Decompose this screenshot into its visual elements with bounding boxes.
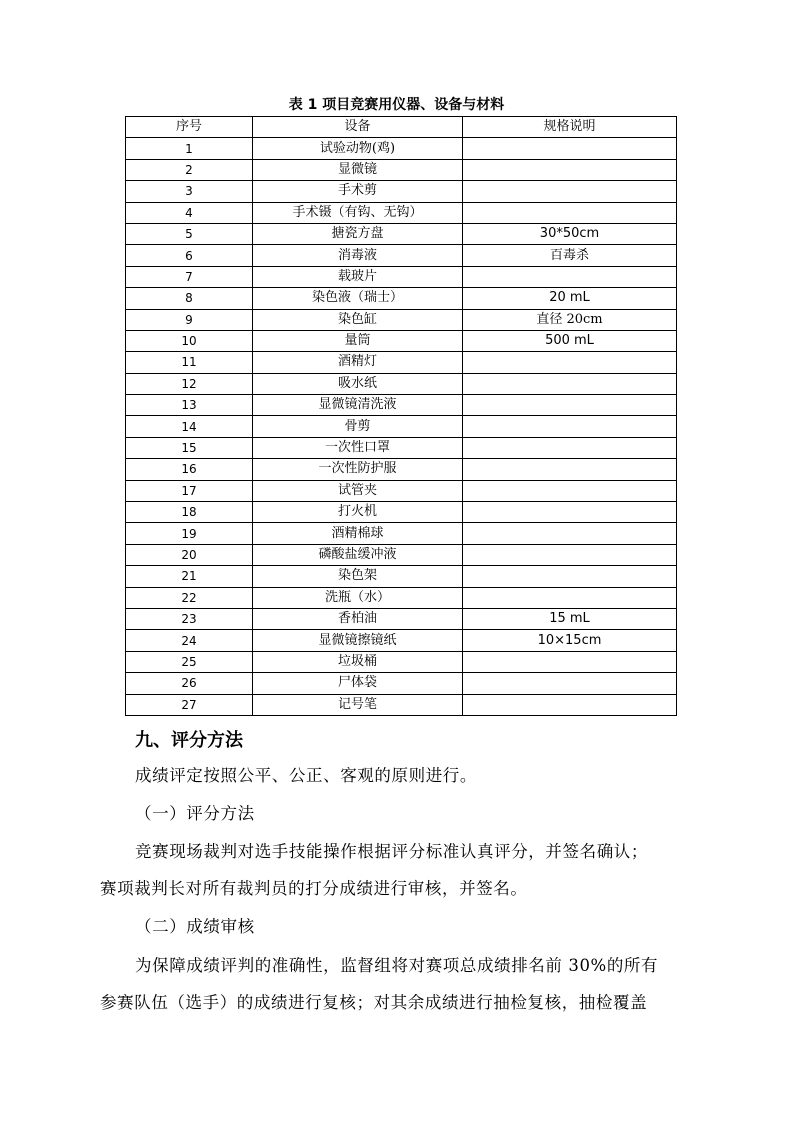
cell-serial: 3 (126, 181, 253, 202)
equipment-table (125, 116, 677, 716)
cell-spec: 百毒杀 (463, 245, 677, 266)
cell-serial: 16 (126, 459, 253, 480)
subsection-title-review: （二）成绩审核 (135, 917, 255, 936)
cell-equipment: 打火机 (253, 502, 463, 523)
cell-serial: 5 (126, 223, 253, 244)
scoring-paragraph-line1: 竞赛现场裁判对选手技能操作根据评分标准认真评分，并签名确认； (135, 842, 648, 861)
cell-serial: 19 (126, 523, 253, 544)
cell-spec (463, 523, 677, 544)
cell-equipment: 垃圾桶 (253, 651, 463, 672)
cell-spec (463, 373, 677, 394)
cell-serial: 20 (126, 544, 253, 565)
cell-equipment: 香柏油 (253, 608, 463, 629)
cell-spec: 500 mL (463, 330, 677, 351)
cell-serial: 4 (126, 202, 253, 223)
cell-serial: 6 (126, 245, 253, 266)
cell-serial: 1 (126, 138, 253, 159)
table-row (126, 459, 677, 480)
table-row (126, 694, 677, 715)
cell-equipment: 一次性防护服 (253, 459, 463, 480)
cell-spec (463, 459, 677, 480)
scoring-paragraph-line2: 赛项裁判长对所有裁判员的打分成绩进行审核，并签名。 (100, 879, 528, 898)
table-row (126, 630, 677, 651)
cell-equipment: 骨剪 (253, 416, 463, 437)
cell-spec: 30*50cm (463, 223, 677, 244)
cell-equipment: 洗瓶（水） (253, 587, 463, 608)
table-row (126, 266, 677, 287)
cell-serial: 24 (126, 630, 253, 651)
table-row (126, 673, 677, 694)
cell-spec (463, 566, 677, 587)
cell-serial: 17 (126, 480, 253, 501)
cell-equipment: 记号笔 (253, 694, 463, 715)
cell-equipment: 吸水纸 (253, 373, 463, 394)
table-row (126, 330, 677, 351)
table-row (126, 566, 677, 587)
table-row (126, 138, 677, 159)
table-row (126, 587, 677, 608)
table-row (126, 352, 677, 373)
cell-equipment: 显微镜清洗液 (253, 395, 463, 416)
cell-serial: 2 (126, 159, 253, 180)
cell-serial: 14 (126, 416, 253, 437)
cell-equipment: 载玻片 (253, 266, 463, 287)
cell-equipment: 酒精棉球 (253, 523, 463, 544)
cell-equipment: 手术剪 (253, 181, 463, 202)
cell-spec (463, 352, 677, 373)
cell-spec (463, 202, 677, 223)
cell-serial: 25 (126, 651, 253, 672)
cell-equipment: 磷酸盐缓冲液 (253, 544, 463, 565)
header-equipment: 设备 (253, 117, 463, 138)
table-row (126, 437, 677, 458)
cell-serial: 9 (126, 309, 253, 330)
cell-spec (463, 159, 677, 180)
table-row (126, 416, 677, 437)
table-header-row (126, 117, 677, 138)
cell-serial: 18 (126, 502, 253, 523)
cell-equipment: 酒精灯 (253, 352, 463, 373)
table-row (126, 480, 677, 501)
cell-serial: 11 (126, 352, 253, 373)
cell-spec (463, 138, 677, 159)
cell-equipment: 染色液（瑞士） (253, 288, 463, 309)
table-row (126, 181, 677, 202)
cell-equipment: 试管夹 (253, 480, 463, 501)
cell-serial: 26 (126, 673, 253, 694)
cell-serial: 8 (126, 288, 253, 309)
cell-equipment: 显微镜 (253, 159, 463, 180)
table-row (126, 395, 677, 416)
table-row (126, 245, 677, 266)
cell-serial: 13 (126, 395, 253, 416)
header-spec: 规格说明 (463, 117, 677, 138)
table-row (126, 373, 677, 394)
table-row (126, 544, 677, 565)
cell-spec: 20 mL (463, 288, 677, 309)
subsection-title-scoring: （一）评分方法 (135, 804, 255, 823)
cell-spec: 10×15cm (463, 630, 677, 651)
cell-spec (463, 502, 677, 523)
cell-serial: 12 (126, 373, 253, 394)
cell-equipment: 手术镊（有钩、无钩） (253, 202, 463, 223)
table-row (126, 309, 677, 330)
cell-spec: 15 mL (463, 608, 677, 629)
cell-equipment: 量筒 (253, 330, 463, 351)
cell-serial: 22 (126, 587, 253, 608)
cell-spec (463, 437, 677, 458)
cell-spec (463, 673, 677, 694)
cell-spec: 直径 20cm (463, 309, 677, 330)
table-row (126, 651, 677, 672)
section-heading: 九、评分方法 (135, 730, 243, 751)
intro-paragraph: 成绩评定按照公平、公正、客观的原则进行。 (135, 766, 477, 785)
cell-spec (463, 266, 677, 287)
header-serial: 序号 (126, 117, 253, 138)
table-row (126, 159, 677, 180)
cell-spec (463, 181, 677, 202)
cell-serial: 27 (126, 694, 253, 715)
review-paragraph-line2: 参赛队伍（选手）的成绩进行复核；对其余成绩进行抽检复核，抽检覆盖 (100, 993, 648, 1012)
review-paragraph-line1: 为保障成绩评判的准确性，监督组将对赛项总成绩排名前 30%的所有 (135, 956, 659, 975)
cell-spec (463, 480, 677, 501)
table-row (126, 288, 677, 309)
cell-equipment: 试验动物(鸡) (253, 138, 463, 159)
table-row (126, 223, 677, 244)
cell-serial: 15 (126, 437, 253, 458)
cell-serial: 21 (126, 566, 253, 587)
cell-equipment: 显微镜擦镜纸 (253, 630, 463, 651)
cell-spec (463, 694, 677, 715)
cell-spec (463, 587, 677, 608)
cell-equipment: 消毒液 (253, 245, 463, 266)
cell-equipment: 一次性口罩 (253, 437, 463, 458)
cell-equipment: 尸体袋 (253, 673, 463, 694)
cell-serial: 23 (126, 608, 253, 629)
cell-spec (463, 544, 677, 565)
cell-equipment: 搪瓷方盘 (253, 223, 463, 244)
table-row (126, 502, 677, 523)
cell-serial: 10 (126, 330, 253, 351)
table-caption: 表 1 项目竞赛用仪器、设备与材料 (288, 97, 505, 113)
cell-equipment: 染色架 (253, 566, 463, 587)
table-row (126, 608, 677, 629)
table-row (126, 523, 677, 544)
cell-spec (463, 651, 677, 672)
cell-serial: 7 (126, 266, 253, 287)
cell-equipment: 染色缸 (253, 309, 463, 330)
table-row (126, 202, 677, 223)
cell-spec (463, 395, 677, 416)
cell-spec (463, 416, 677, 437)
